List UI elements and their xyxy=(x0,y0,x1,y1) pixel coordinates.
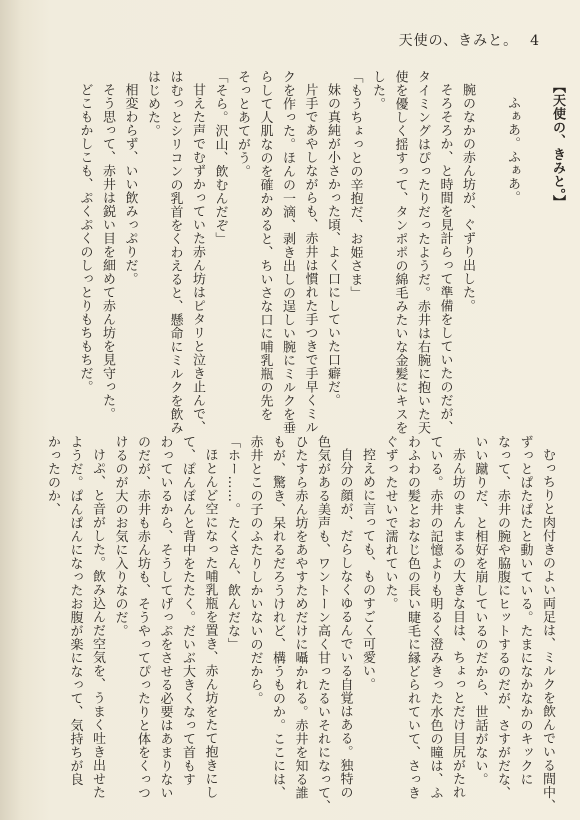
text-line: 控えめに言っても、ものすごく可愛い。 xyxy=(360,448,375,691)
text-line: わふわの髪とおなじ色の長い睫毛に縁どられていて、さっき xyxy=(405,435,420,800)
text-line: 使を優しく揺すって、タンポポの綿毛みたいな金髪にキスを xyxy=(392,70,408,435)
text-line: ようだ。ぱんぱんになったお腹が楽になって、気持ちが良 xyxy=(67,435,83,786)
text-line: ずっとぱたぱたと動いている。たまになかなかのキックに xyxy=(517,435,533,786)
text-line: ふぁあ。ふぁあ。 xyxy=(505,96,520,204)
text-line: ぐずったせいで濡れていた。 xyxy=(382,435,398,611)
text-line: いい蹴りだ、と相好を崩しているのだから、世話がない。 xyxy=(472,435,488,786)
text-line: クを作った。ほんの一滴、剥き出しの逞しい腕にミルクを垂 xyxy=(280,70,295,435)
chapter-heading: 【天使の、きみと。】 xyxy=(550,80,565,209)
text-line: 「ホー……。たくさん、飲んだな」 xyxy=(225,435,240,651)
text-line: 「そら。沢山、飲むんだぞ」 xyxy=(212,70,228,246)
text-line: なって、赤井の腕や脇腹にヒットするのだが、さすがだな、 xyxy=(495,435,510,800)
text-line: わっているから、そうしてげっぷをさせる必要はあまりない xyxy=(157,435,173,800)
text-line: かったのか、 xyxy=(45,435,60,516)
text-line: ている。赤井の記憶よりも明るく澄みきった水色の瞳は、ふ xyxy=(427,435,443,800)
text-line: のだが、赤井も赤ん坊も、そうやってぴったりと体をくっつ xyxy=(135,435,150,800)
text-line: らして人肌なのを確かめると、ちいさな口に哺乳瓶の先を xyxy=(257,70,273,421)
text-line: 「もうちょっとの辛抱だ、お姫さま」 xyxy=(347,70,363,300)
text-line: けぷ、と音がした。飲み込んだ空気を、うまく吐き出せた xyxy=(90,448,105,799)
text-line: 相変わらず、いい飲みっぷりだ。 xyxy=(122,83,138,286)
text-line: はむっとシリコンの乳首をくわえると、懸命にミルクを飲み xyxy=(167,70,183,435)
running-header xyxy=(399,30,540,50)
text-line: 妹の真純が小さかった頃、よく口にしていた口癖だ。 xyxy=(325,83,340,407)
text-line: ひたすら赤ん坊をあやすためだけに囁かれる。赤井を知る誰 xyxy=(292,435,308,800)
text-line: 片手であやしながらも、赤井は慣れた手つきで手早くミル xyxy=(302,83,318,434)
text-line: どこもかしこも、ぷくぷくのしっとりもちもちだ。 xyxy=(77,83,93,394)
text-block-upper xyxy=(68,70,568,450)
running-title: 天使の、きみと。 xyxy=(398,33,519,49)
text-line: けるのが大のお気に入りなのだ。 xyxy=(112,435,128,638)
text-line: はじめた。 xyxy=(145,70,160,138)
text-block-lower xyxy=(45,435,558,815)
text-line: 腕のなかの赤ん坊が、ぐずり出した。 xyxy=(460,83,475,313)
text-line: 赤井とこの子のふたりしかいないのだから。 xyxy=(247,435,263,705)
text-line: そろそろか、と時間を見計らって準備をしていたのだが、 xyxy=(437,83,453,434)
text-line: 甘えた声でむずかっていた赤ん坊はピタリと泣き止んで、 xyxy=(190,83,205,434)
text-line: 色気がある美声も、ワントーン高く甘ったるいそれになって、 xyxy=(315,435,330,813)
text-line: ほとんど空になった哺乳瓶を置き、赤ん坊をたて抱きにし xyxy=(202,448,218,799)
text-line: タイミングはぴったりだったようだ。赤井は右腕に抱いた天 xyxy=(415,70,430,435)
text-line: むっちりと肉付きのよい両足は、ミルクを飲んでいる間中、 xyxy=(540,448,555,813)
page-number: 4 xyxy=(530,33,540,49)
text-line: 自分の顔が、だらしなくゆるんでいる自覚はある。独特の xyxy=(337,448,353,799)
text-line: そう思って、赤井は鋭い目を細めて赤ん坊を見守った。 xyxy=(100,83,115,421)
text-line: 赤ん坊のまんまるの大きな目は、ちょっとだけ目尻がたれ xyxy=(450,448,465,799)
text-line: そっとあてがう。 xyxy=(235,70,250,178)
text-line: もが、驚き、呆れるだろうけれど、構うものか。ここには、 xyxy=(270,435,285,800)
text-line: て、ぽんぽんと背中をたたく。だいぶ大きくなって首もす xyxy=(180,435,195,786)
text-line: した。 xyxy=(370,70,385,111)
